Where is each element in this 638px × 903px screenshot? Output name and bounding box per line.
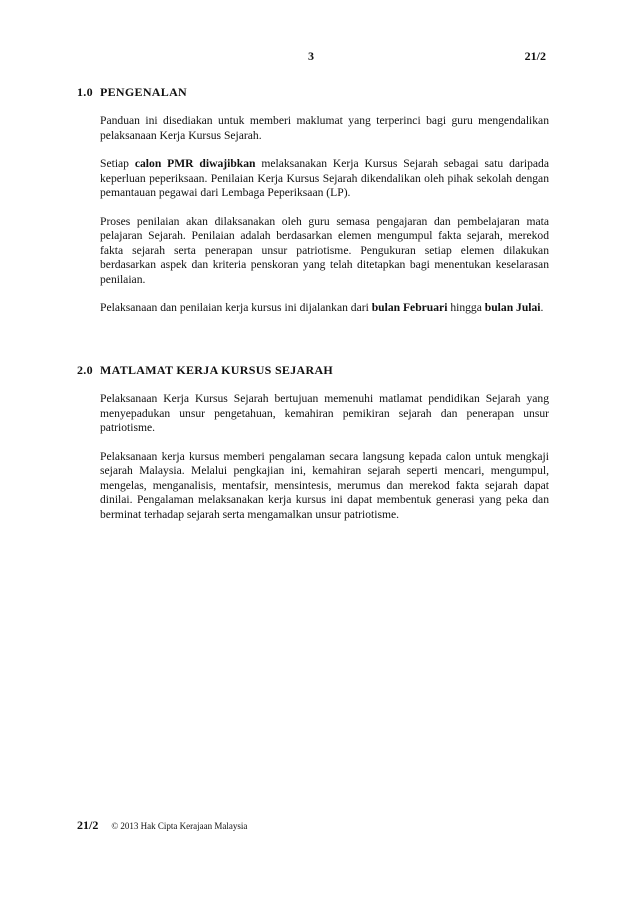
section-heading — [77, 363, 549, 378]
paragraph — [100, 157, 549, 201]
copyright-notice: © 2013 Hak Cipta Kerajaan Malaysia — [111, 821, 248, 831]
text-run: Pelaksanaan dan penilaian kerja kursus ini dijalankan dari — [100, 301, 372, 314]
paragraph: Proses penilaian akan dilaksanakan oleh guru semasa pengajaran dan pembelajaran mata pelajaran Sejarah. Penilaian adalah berdasarkan elemen mengumpul fakta sejarah, merekod fakta sejarah serta penerapan unsur patriotisme. Pengukuran setiap elemen dilakukan berdasarkan aspek dan kriteria penskoran yang telah ditetapkan bagi menentukan keselarasan penilaian. — [100, 214, 549, 286]
section-pengenalan — [77, 85, 549, 316]
paragraph: Panduan ini disediakan untuk memberi maklumat yang terperinci bagi guru mengendalikan pelaksanaan Kerja Kursus Sejarah. — [100, 114, 549, 142]
page-number: 3 — [308, 49, 314, 63]
bold-text: bulan Julai — [484, 301, 541, 314]
page-header — [0, 49, 638, 65]
section-title: MATLAMAT KERJA KURSUS SEJARAH — [100, 363, 334, 377]
bold-text: bulan Februari — [371, 301, 448, 314]
paragraph: Pelaksanaan kerja kursus memberi pengalaman secara langsung kepada calon untuk mengkaji sejarah Malaysia. Melalui pengkajian ini, kemahiran sejarah seperti mencari, mengumpul, mengelas, menganalisis, mentafsir, mensintesis, merumus dan merekod fakta sejarah dapat dinilai. Pengalaman melaksanakan kerja kursus ini dapat membentuk generasi yang peka dan berminat terhadap sejarah serta mengamalkan unsur patriotisme. — [100, 449, 549, 521]
bold-text: calon PMR diwajibkan — [134, 157, 256, 170]
section-number: 1.0 — [77, 85, 93, 99]
text-run: Setiap — [100, 157, 135, 170]
header-doc-code: 21/2 — [524, 49, 546, 63]
section-matlamat — [77, 363, 549, 522]
text-run: hingga — [447, 301, 485, 314]
paragraph: Pelaksanaan Kerja Kursus Sejarah bertujuan memenuhi matlamat pendidikan Sejarah yang menyepadukan unsur pengetahuan, kemahiran pemikiran sejarah dan penerapan unsur patriotisme. — [100, 392, 549, 434]
page-footer — [77, 818, 247, 833]
paragraph — [100, 301, 549, 316]
text-run: melaksanakan Kerja Kursus Sejarah sebagai satu daripada keperluan peperiksaan. Penilaian Kerja Kursus Sejarah dikendalikan oleh pihak sekolah dengan pemantauan pegawai dari Lembaga Peperiksaan (LP). — [100, 157, 549, 199]
text-run: . — [540, 301, 544, 314]
section-number: 2.0 — [77, 363, 93, 377]
footer-doc-code: 21/2 — [77, 818, 99, 832]
section-heading — [77, 85, 549, 100]
section-title: PENGENALAN — [100, 85, 188, 99]
